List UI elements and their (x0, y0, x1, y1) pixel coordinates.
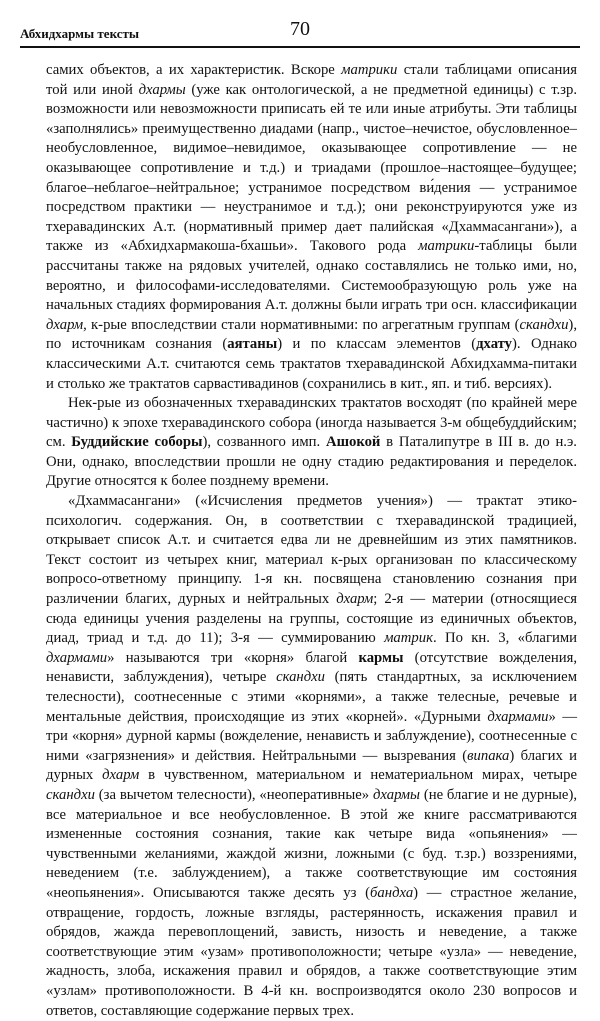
text-run: (не благие и не дурные), все материальное и все необусловленное. В этой же книге рассматриваются измененные состояния сознания, такие как четыре вида «опьянения» — чувственными желаниями, жаждой жизни, ложными (с буд. т.зр.) воззрениями, неведением (т.е. заблуждением), а также соответствующие им состояния «неопьянения». Описываются также десять уз ( (46, 786, 578, 901)
text-run: ) — страстное желание, отвращение, гордость, ложные взгляды, растерянность, искажения правил и обрядов, жажда перевоплощений, зависть, низость и неведение, а также соответствующие этим «узам» противоположности; четыре «узла» — неведение, жадность, злоба, искажения правил и обрядов, а также соответствующие этим «узлам» противоположности. В 4-й кн. воспроизводятся около 230 вопросов и ответов, составляющие содержание первых трех. (46, 884, 577, 1019)
article-body (46, 61, 577, 1021)
text-run: (уже как онтологической, а не предметной единицы) с т.зр. возможности или невозможности приписать ей те или иные атрибуты. Эти таблицы «заполнялись» преимущественно диадами (напр., чистое–нечистое, обусловленное–необусловленное, видимое–невидимое, оказывающее сопротивление — не оказывающее сопротивление и т.д.) и триадами (прошлое–настоящее–будущее; благое–неблагое–нейтральное; устранимое посредством ви́дения — устранимое посредством практики — неустранимое и т.д.); они реконструируются уже из тхеравадинских А.т. (нормативный пример дает палийская «Дхаммасангани»), а также из «Абхидхармакоша-бхашьи». Такового рода (46, 81, 578, 255)
paragraph (46, 61, 577, 394)
bold-term: кармы (358, 649, 404, 666)
italic-term: дхармами (46, 649, 108, 666)
text-run: » называются три «корня» благой (107, 649, 359, 666)
italic-term: випака (467, 747, 510, 764)
italic-term: дхармы (372, 786, 420, 803)
italic-term: скандхи (276, 669, 326, 686)
page-number: 70 (290, 18, 310, 40)
text-run: (отсутствие вожделения, ненависти, заблуждения), четыре (46, 649, 577, 686)
text-run: , к-рые впоследствии стали нормативными: по агрегатным группам ( (83, 316, 520, 333)
text-run: » — три «корня» дурной кармы (вожделение, ненависть и заблуждение), соотнесенные с ними «загрязнения» и действия. Нейтральными — вызревания ( (46, 708, 578, 764)
bold-term: дхату (476, 336, 513, 353)
italic-term: бандха (370, 884, 414, 901)
italic-term: дхармами (487, 708, 549, 725)
italic-term: матрики (341, 62, 398, 78)
italic-term: матрик (384, 630, 433, 647)
text-run: ; 2-я — материи (относящиеся сюда единицы учения разделены на группы, состоящие из единичных объектов, диад, триад и т.д. до 11); 3-я — суммированию (46, 591, 578, 647)
text-run: ), созванного имп. (202, 434, 326, 451)
text-run: стали таблицами описания той или иной (46, 62, 577, 98)
italic-term: дхарм (102, 767, 140, 784)
text-run: ). Однако классическими А.т. считаются семь трактатов тхеравадинской Абхидхамма-питаки и столько же трактатов сарвастивадинов (сохранились в кит., яп. и тиб. версиях). (46, 336, 577, 392)
bold-term: аятаны (227, 336, 278, 353)
italic-term: дхарм (336, 591, 374, 608)
paragraph (46, 394, 577, 492)
text-run: (за вычетом телесности), «неоперативные» (94, 786, 373, 803)
header-rule (20, 46, 580, 48)
page-header (20, 18, 580, 48)
italic-term: скандхи (46, 786, 95, 803)
paragraph (46, 492, 577, 1021)
text-run: . По кн. 3, «благими (432, 630, 577, 647)
text-run: ) и по классам элементов ( (277, 336, 477, 353)
italic-term: дхармы (138, 81, 186, 98)
text-run: (пять стандартных, за исключением телесности), соотнесенные с этими «корнями», а также телесные, речевые и ментальные действия, происходящие из этих «корней». «Дурными (46, 669, 577, 725)
text-run: ) благих и дурных (46, 747, 578, 784)
bold-term: Ашокой (325, 434, 381, 451)
bold-term: Буддийские соборы (71, 434, 203, 451)
text-run: в Паталипутре в III в. до н.э. Они, однако, впоследствии прошли не одну стадию редактирования и переделок. Другие относятся к более позднему времени. (46, 434, 577, 490)
running-title: Абхидхармы тексты (20, 26, 140, 41)
text-run: -таблицы были рассчитаны также на рядовых учителей, однако составлялись не только ими, но, вероятно, и философами-исследователями. Системообразующую роль уже на начальных стадиях формирования А.т. должны были играть три осн. классификации (46, 238, 577, 314)
text-run: Нек-рые из обозначенных тхеравадинских трактатов восходят (по крайней мере частично) к эпохе тхеравадинского собора (иногда называется 3-м общебуддийским; см. (46, 395, 577, 451)
text-run: ), по источникам сознания ( (46, 316, 577, 353)
text-run: «Дхаммасангани» («Исчисления предметов учения») — трактат этико-психологич. содержания. Он, в соответствии с тхеравадинской традицией, открывает список А.т. и считается едва ли не древнейшим из этих памятников. Текст состоит из четырех книг, материал к-рых организован по классическому вопросо-ответному принципу. 1-я кн. посвящена становлению сознания при различении благих, дурных и нейтральных (46, 493, 577, 608)
text-run: самих объектов, а их характеристик. Вскоре (46, 62, 342, 78)
italic-term: скандхи (519, 316, 569, 333)
text-run: в чувственном, материальном и нематериальном мирах, четыре (139, 767, 578, 784)
italic-term: матрики (418, 238, 475, 255)
italic-term: дхарм (46, 316, 84, 333)
